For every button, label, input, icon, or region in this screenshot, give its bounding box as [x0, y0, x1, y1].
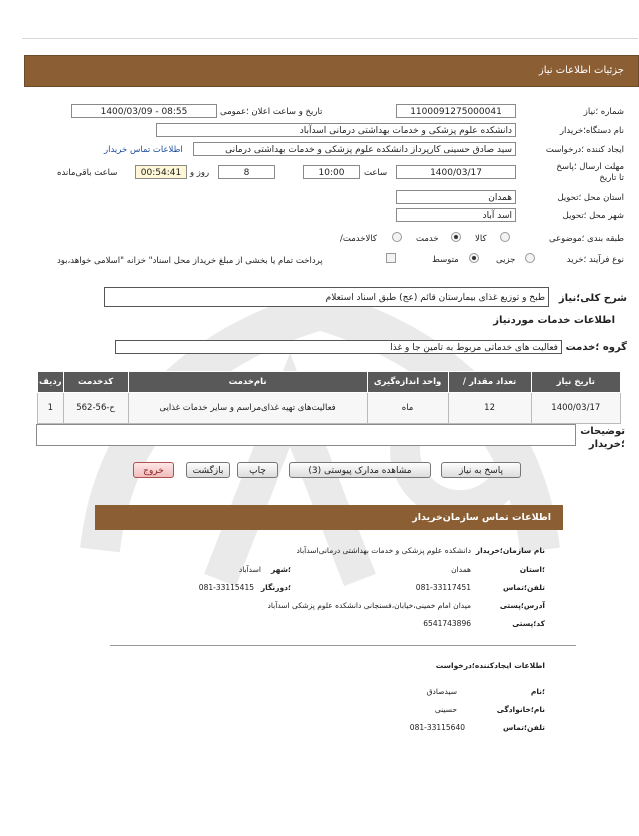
province-contact-value: همدان [451, 565, 471, 574]
process-label: نوع فرآیند ؛خرید [566, 255, 624, 265]
services-table [37, 371, 621, 424]
th-qty: / تعداد مقدار [448, 372, 531, 393]
city-contact-value: اسدآباد [238, 565, 261, 574]
cell-unit: ماه [367, 393, 448, 424]
remaining-label: ساعت باقی‌مانده [57, 168, 118, 178]
category-label: طبقه بندی ؛موضوعی [548, 234, 624, 244]
province-contact-label: ؛استان [519, 565, 545, 574]
family-label: نام؛خانوادگی [496, 705, 545, 714]
days-label: روز و [190, 168, 210, 178]
postal-value: 6541743896 [423, 619, 471, 628]
deadline-time-field: 10:00 [303, 165, 360, 179]
summary-field: طبخ و توزیع غذای بیمارستان قائم (عج) طبق اسناد استعلام [104, 287, 549, 307]
creator-phone-label: تلفن؛تماس [502, 723, 545, 732]
phone-label: تلفن؛تماس [502, 583, 545, 592]
services-section-title: اطلاعات خدمات موردنیاز [493, 315, 615, 326]
fax-label: ؛دورنگار [260, 583, 291, 592]
time-label: ساعت [364, 168, 388, 178]
header-title: جزئیات اطلاعات نیاز [538, 65, 624, 76]
name-label: ؛نام [530, 687, 545, 696]
deadline-date-field: 1400/03/17 [396, 165, 516, 179]
radio-goods-service-label: /کالاخدمت [340, 234, 377, 244]
buyer-contact-link[interactable]: اطلاعات تماس خریدار [104, 145, 183, 155]
creator-field: سید صادق حسینی کارپرداز دانشکده علوم پزشکی و خدمات بهداشتی درمانی [193, 142, 516, 156]
creator-label: ایجاد کننده ؛درخواست [545, 145, 624, 155]
th-code: کدخدمت [63, 372, 128, 393]
contact-divider [110, 645, 576, 646]
print-button[interactable]: چاپ [237, 462, 278, 478]
radio-goods-label: کالا [475, 234, 487, 244]
family-value: حسینی [434, 705, 457, 714]
radio-medium[interactable] [469, 253, 479, 263]
creator-phone-value: 081-33115640 [409, 723, 465, 732]
th-unit: واحد اندازه‌گیری [367, 372, 448, 393]
postal-label: کد؛پستی [512, 619, 545, 628]
th-row: ردیف [38, 372, 64, 393]
phone-value: 081-33117451 [415, 583, 471, 592]
top-divider [22, 38, 638, 39]
province-label: استان محل ؛تحویل [557, 193, 624, 203]
cell-name: فعالیت‌های تهیه غذای‌مراسم و سایر خدمات غذایی [128, 393, 367, 424]
radio-minor-label: جزیی [496, 255, 516, 265]
days-field: 8 [218, 165, 275, 179]
page-header [24, 55, 639, 87]
notes-label: توضیحات ؛خریدار [580, 426, 625, 450]
contact-title: اطلاعات تماس سازمان‌خریدار [412, 512, 551, 523]
exit-button[interactable]: خروج [133, 462, 174, 478]
creator-title: اطلاعات ایجادکننده؛درخواست [435, 661, 545, 670]
th-name: نام‌خدمت [128, 372, 367, 393]
cell-code: ح-56-562 [63, 393, 128, 424]
summary-label: شرح کلی؛نیاز [558, 293, 627, 304]
radio-goods-service[interactable] [392, 232, 402, 242]
name-value: سیدصادق [426, 687, 457, 696]
cell-qty: 12 [448, 393, 531, 424]
back-button[interactable]: بازگشت [186, 462, 230, 478]
reply-button[interactable]: پاسخ به نیاز [441, 462, 521, 478]
radio-service[interactable] [451, 232, 461, 242]
service-group-field: فعالیت های خدماتی مربوط به تامین جا و غذا [115, 340, 562, 354]
org-label: نام سازمان؛خریدار [475, 546, 545, 555]
radio-goods[interactable] [500, 232, 510, 242]
service-group-label: گروه ؛خدمت [565, 342, 627, 353]
fax-value: 081-33115415 [198, 583, 254, 592]
city-field: اسد آباد [396, 208, 516, 222]
payment-checkbox[interactable] [386, 253, 396, 263]
city-label: شهر محل ؛تحویل [562, 211, 624, 221]
radio-service-label: خدمت [416, 234, 439, 244]
cell-date: 1400/03/17 [531, 393, 620, 424]
announce-field: 1400/03/09 - 08:55 [71, 104, 217, 118]
buyer-label: نام دستگاه؛خریدار [559, 126, 624, 136]
province-field: همدان [396, 190, 516, 204]
buyer-field: دانشکده علوم پزشکی و خدمات بهداشتی درمانی اسدآباد [156, 123, 516, 137]
radio-minor[interactable] [525, 253, 535, 263]
payment-note: پرداخت تمام یا بخشی از مبلغ خریداز محل اسناد" خزانه "اسلامی خواهد،بود [57, 256, 323, 266]
need-number-field: 1100091275000041 [396, 104, 516, 118]
table-row [38, 393, 621, 424]
address-value: میدان امام خمینی،خیابان،فسنجانی دانشکده علوم پزشکی اسدآباد [267, 601, 471, 610]
remaining-field: 00:54:41 [135, 165, 187, 179]
radio-medium-label: متوسط [432, 255, 459, 265]
attachments-button[interactable]: مشاهده مدارک پیوستی (3) [289, 462, 431, 478]
city-contact-label: ؛شهر [271, 565, 291, 574]
cell-row: 1 [38, 393, 64, 424]
notes-field [36, 424, 576, 446]
org-value: دانشکده علوم پزشکی و خدمات بهداشتی درمانی‌اسدآباد [296, 546, 471, 555]
deadline-label: مهلت ارسال ؛پاسخ تا تاریخ [556, 162, 624, 183]
need-number-label: شماره ؛نیاز [583, 107, 624, 117]
th-date: تاریخ نیاز [531, 372, 620, 393]
contact-header [95, 505, 563, 530]
address-label: آدرس؛پستی [499, 601, 545, 610]
announce-label: تاریخ و ساعت اعلان ؛عمومی [220, 107, 323, 117]
